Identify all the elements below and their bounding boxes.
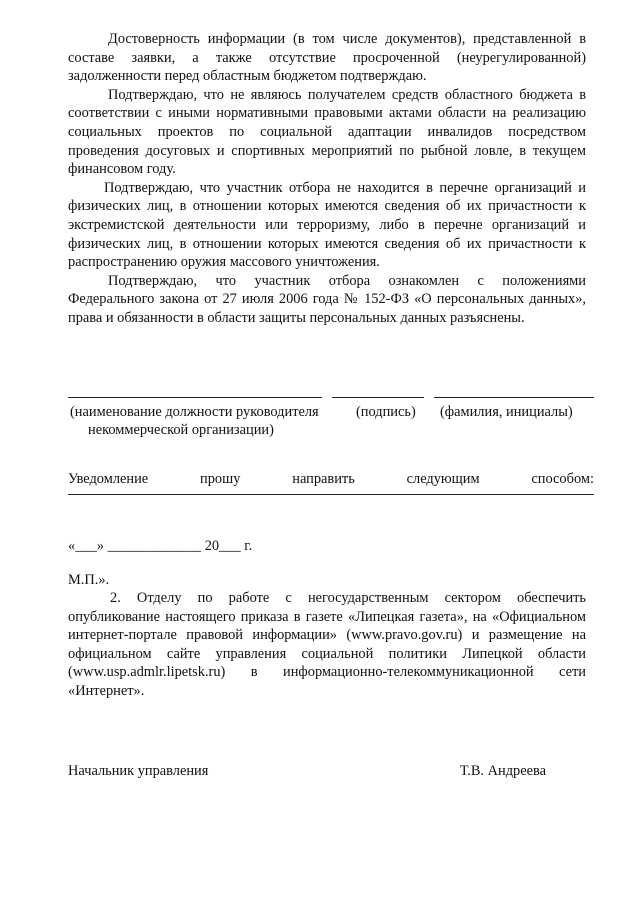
order-item-2-text: 2. Отделу по работе с негосударственным сектором обеспечить опубликование настоящего приказа в газете «Липецкая газета», на «Официальном интернет-портале правовой информации» (www.pravo.gov.ru) и размещение на официальном сайте управления социальной политики Липецкой области (www.usp.admlr.lipetsk.ru) в информационно-телекоммуникационной сети «Интернет». (68, 590, 586, 699)
caption-position-cont: некоммерческой организации) (88, 422, 274, 438)
caption-position: (наименование должности руководителя (70, 404, 319, 420)
notification-word: направить (292, 471, 355, 487)
document-body (68, 30, 586, 328)
order-item-2 (68, 589, 586, 701)
caption-name: (фамилия, инициалы) (440, 404, 573, 420)
notification-word: способом: (531, 471, 594, 487)
position-line (68, 397, 322, 398)
signatory-name: Т.В. Андреева (459, 763, 546, 779)
notification-method-line (68, 494, 594, 495)
paragraph-personal-data: Подтверждаю, что участник отбора ознакомлен с положениями Федерального закона от 27 июля 2006 года № 152-ФЗ «О персональных данных», права и обязанности в области защиты персональных данных разъяснены. (68, 272, 586, 326)
notification-word: следующим (406, 471, 480, 487)
paragraph-reliability: Достоверность информации (в том числе документов), представленной в составе заявки, а также отсутствие просроченной (неурегулированной) задолженности перед областным бюджетом подтверждаю. (68, 31, 586, 85)
notification-text (68, 470, 594, 489)
paragraph-no-budget-funds: Подтверждаю, что не являюсь получателем средств областного бюджета в соответствии с иными нормативными правовыми актами области на реализацию социальных проектов по социальной адаптации инвалидов посредством проведения досуговых и спортивных мероприятий по рыбной ловле, в текущем финансовом году. (68, 86, 586, 178)
signature-line (332, 397, 424, 398)
date-line: «___» _____________ 20___ г. (68, 538, 253, 554)
caption-signature: (подпись) (356, 404, 416, 420)
signatory-title: Начальник управления (68, 763, 209, 779)
signatory-block (68, 763, 546, 780)
paragraph-not-in-lists: Подтверждаю, что участник отбора не находится в перечне организаций и физических лиц, в отношении которых имеются сведения об их причастности к экстремистской деятельности или терроризму, либо в перечне организаций и физических лиц, в отношении которых имеются сведения об их причастности к распространению оружия массового уничтожения. (68, 179, 586, 271)
stamp-placeholder: М.П.». (68, 572, 110, 588)
notification-word: Уведомление (68, 471, 149, 487)
name-line (434, 397, 594, 398)
signature-lines (68, 397, 594, 399)
notification-word: прошу (200, 471, 241, 487)
notification-request (68, 470, 594, 495)
